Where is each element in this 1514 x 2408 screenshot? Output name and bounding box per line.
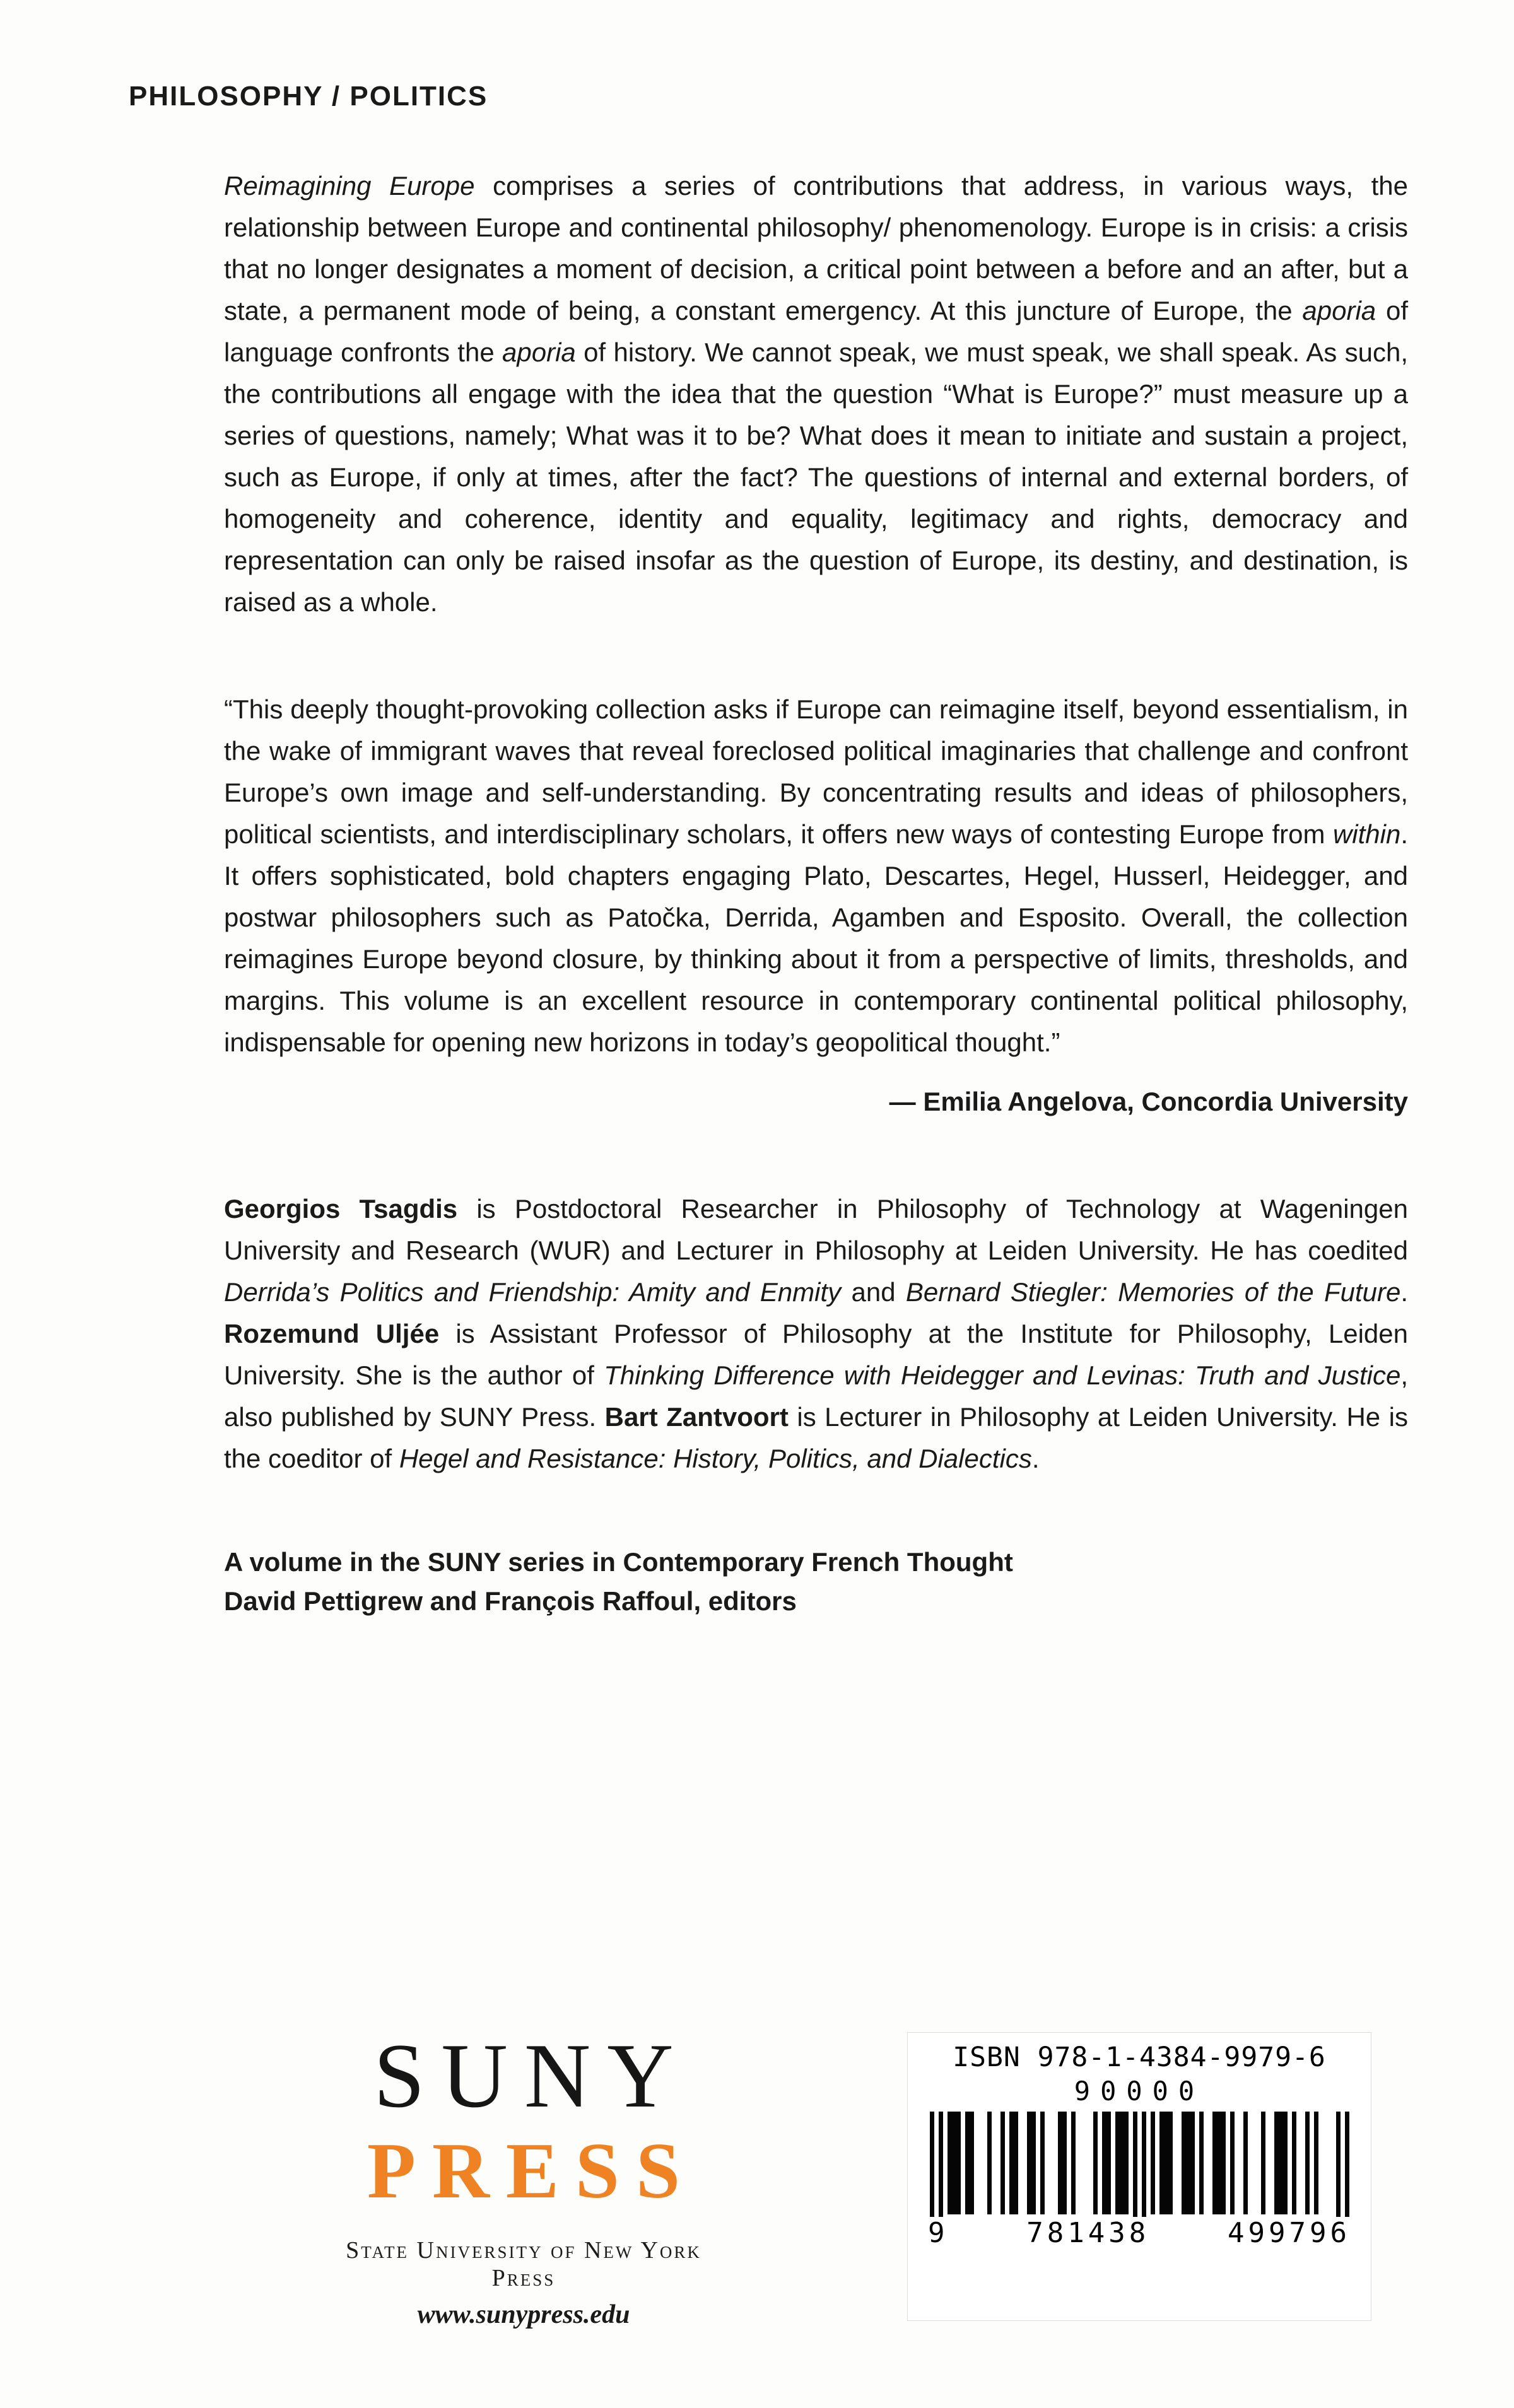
barcode-bar: [1027, 2112, 1031, 2214]
barcode-space: [943, 2112, 948, 2214]
back-cover-text: [224, 165, 1408, 1621]
barcode-bar: [1106, 2112, 1111, 2214]
barcode-bar: [1014, 2112, 1018, 2214]
barcode-space: [1265, 2112, 1270, 2214]
category-header: PHILOSOPHY / POLITICS: [129, 81, 488, 112]
publisher-name-suny: SUNY: [373, 2025, 690, 2127]
barcode-space: [996, 2112, 1001, 2214]
publisher-tagline: State University of New York Press: [346, 2237, 701, 2291]
barcode-space: [1270, 2112, 1274, 2214]
barcode-box: [907, 2032, 1371, 2321]
barcode-bar: [1186, 2112, 1190, 2214]
barcode-bar: [1230, 2112, 1235, 2214]
barcode-bar: [1058, 2112, 1062, 2214]
barcode-bar: [1243, 2112, 1248, 2214]
barcode-space: [1111, 2112, 1115, 2214]
barcode-bar: [1164, 2112, 1168, 2214]
barcode-space: [1248, 2112, 1252, 2214]
barcode-space: [1257, 2112, 1261, 2214]
barcode-bar: [987, 2112, 992, 2214]
barcode-space: [1301, 2112, 1305, 2214]
barcode-bar: [1151, 2112, 1155, 2214]
barcode-bar: [1292, 2112, 1296, 2214]
barcode-space: [1036, 2112, 1040, 2214]
barcode-price-code: 90000: [1074, 2076, 1205, 2107]
barcode-bar: [1283, 2112, 1288, 2214]
publisher-name-press: PRESS: [367, 2127, 697, 2215]
barcode-bar: [1199, 2112, 1204, 2214]
author-bios: Georgios Tsagdis is Postdoctoral Researcher in Philosophy of Technology at Wageningen University and Research (WUR) and Lecturer in Philosophy at Leiden University. He has coedited Derrida’s Politics and Friendship: Amity and Enmity and Bernard Stiegler: Memories of the Future. Rozemund Uljée is Assistant Professor of Philosophy at the Institute for Philosophy, Leiden University. She is the author of Thinking Difference with Heidegger and Levinas: Truth and Justice, also published by SUNY Press. Bart Zantvoort is Lecturer in Philosophy at Leiden University. He is the coeditor of Hegel and Resistance: History, Politics, and Dialectics.: [224, 1194, 1408, 1473]
barcode-bar: [1120, 2112, 1124, 2214]
barcode-space: [1226, 2112, 1230, 2214]
barcode-space: [1327, 2112, 1332, 2214]
description-paragraph: Reimagining Europe comprises a series of contributions that address, in various ways, the relationship between Europe and continental philosophy/ phenomenology. Europe is in crisis: a crisis that no longer designates a moment of decision, a critical point between a before and an after, but a state, a permanent mode of being, a constant emergency. At this juncture of Europe, the aporia of language confronts the aporia of history. We cannot speak, we must speak, we shall speak. As such, the contributions all engage with the idea that the question “What is Europe?” must measure up a series of questions, namely; What was it to be? What does it mean to initiate and sustain a project, such as Europe, if only at times, after the fact? The questions of internal and external borders, of homogeneity and coherence, identity and equality, legitimacy and rights, democracy and representation can only be raised insofar as the question of Europe, its destiny, and destination, is raised as a whole.: [224, 171, 1408, 617]
barcode-space: [1049, 2112, 1053, 2214]
barcode-space: [1089, 2112, 1093, 2214]
series-note: [224, 1543, 1408, 1621]
barcode-space: [974, 2112, 978, 2214]
barcode-space: [1252, 2112, 1257, 2214]
barcode-bar: [1168, 2112, 1173, 2214]
publisher-logo: [315, 2025, 732, 2330]
barcode-space: [983, 2112, 987, 2214]
barcode-bar: [1124, 2112, 1129, 2214]
barcode-bar: [1009, 2112, 1014, 2214]
barcode-bar: [1314, 2112, 1318, 2214]
isbn-label: ISBN 978-1-4384-9979-6: [953, 2042, 1326, 2073]
barcode-space: [1080, 2112, 1084, 2214]
barcode-bar: [1274, 2112, 1279, 2214]
barcode-bar: [1001, 2112, 1005, 2214]
barcode-space: [1098, 2112, 1102, 2214]
barcode-bar: [1071, 2112, 1076, 2214]
barcode-digit-group: 9: [924, 2217, 953, 2249]
series-editors-line: David Pettigrew and François Raffoul, editors: [224, 1586, 797, 1616]
barcode-space: [1084, 2112, 1089, 2214]
barcode-bar: [1217, 2112, 1221, 2214]
publisher-website: www.sunypress.edu: [417, 2300, 630, 2329]
barcode-bar: [1031, 2112, 1036, 2214]
barcode-space: [1018, 2112, 1023, 2214]
barcode-bar: [952, 2112, 956, 2214]
barcode-digit-group: 781438: [1023, 2217, 1153, 2249]
barcode-bar: [1062, 2112, 1067, 2214]
barcode-bar: [1102, 2112, 1106, 2214]
barcode-space: [961, 2112, 965, 2214]
barcode-bar: [1190, 2112, 1195, 2214]
barcode-bar: [1261, 2112, 1265, 2214]
series-title-line: A volume in the SUNY series in Contemporary French Thought: [224, 1547, 1013, 1577]
barcode-space: [1239, 2112, 1243, 2214]
barcode-bar: [1182, 2112, 1186, 2214]
barcode-bar: [1115, 2112, 1120, 2214]
barcode-space: [1053, 2112, 1058, 2214]
review-attribution: — Emilia Angelova, Concordia University: [889, 1087, 1408, 1116]
barcode-bar: [970, 2112, 974, 2214]
barcode-space: [1235, 2112, 1239, 2214]
barcode-space: [1023, 2112, 1027, 2214]
barcode-space: [1045, 2112, 1049, 2214]
barcode-space: [1310, 2112, 1314, 2214]
barcode-space: [1208, 2112, 1212, 2214]
barcode-bar: [1040, 2112, 1045, 2214]
barcode-digits: [908, 2217, 1371, 2249]
barcode-space: [1177, 2112, 1182, 2214]
barcode-bar: [1221, 2112, 1226, 2214]
barcode-space: [992, 2112, 996, 2214]
barcode-space: [1323, 2112, 1327, 2214]
barcode-space: [1076, 2112, 1080, 2214]
barcode-space: [1173, 2112, 1177, 2214]
review-quote: “This deeply thought-provoking collection asks if Europe can reimagine itself, beyond essentialism, in the wake of immigrant waves that reveal foreclosed political imaginaries that challenge and confront Europe’s own image and self-understanding. By concentrating results and ideas of philosophers, political scientists, and interdisciplinary scholars, it offers new ways of contesting Europe from within. It offers sophisticated, bold chapters engaging Plato, Descartes, Hegel, Husserl, Heidegger, and postwar philosophers such as Patočka, Derrida, Agamben and Esposito. Overall, the collection reimagines Europe beyond closure, by thinking about it from a perspective of limits, thresholds, and margins. This volume is an excellent resource in contemporary continental political philosophy, indispensable for opening new horizons in today’s geopolitical thought.”: [224, 694, 1408, 1057]
barcode-bar: [1093, 2112, 1098, 2214]
barcode-bar: [1159, 2112, 1164, 2214]
barcode-space: [1296, 2112, 1301, 2214]
barcode-bar: [948, 2112, 952, 2214]
barcode-space: [1288, 2112, 1292, 2214]
barcode-digit-group: 499796: [1224, 2217, 1354, 2249]
barcode-space: [1204, 2112, 1208, 2214]
barcode-space: [978, 2112, 983, 2214]
barcode-bar: [1279, 2112, 1283, 2214]
barcode-space: [1005, 2112, 1009, 2214]
barcode-bar: [1305, 2112, 1310, 2214]
barcode-space: [1195, 2112, 1199, 2214]
barcode-bar: [1212, 2112, 1217, 2214]
barcode-bar: [965, 2112, 970, 2214]
barcode-space: [1318, 2112, 1323, 2214]
barcode-space: [1067, 2112, 1071, 2214]
barcode-bar: [956, 2112, 961, 2214]
barcode-space: [1155, 2112, 1159, 2214]
barcode-space: [1332, 2112, 1336, 2214]
